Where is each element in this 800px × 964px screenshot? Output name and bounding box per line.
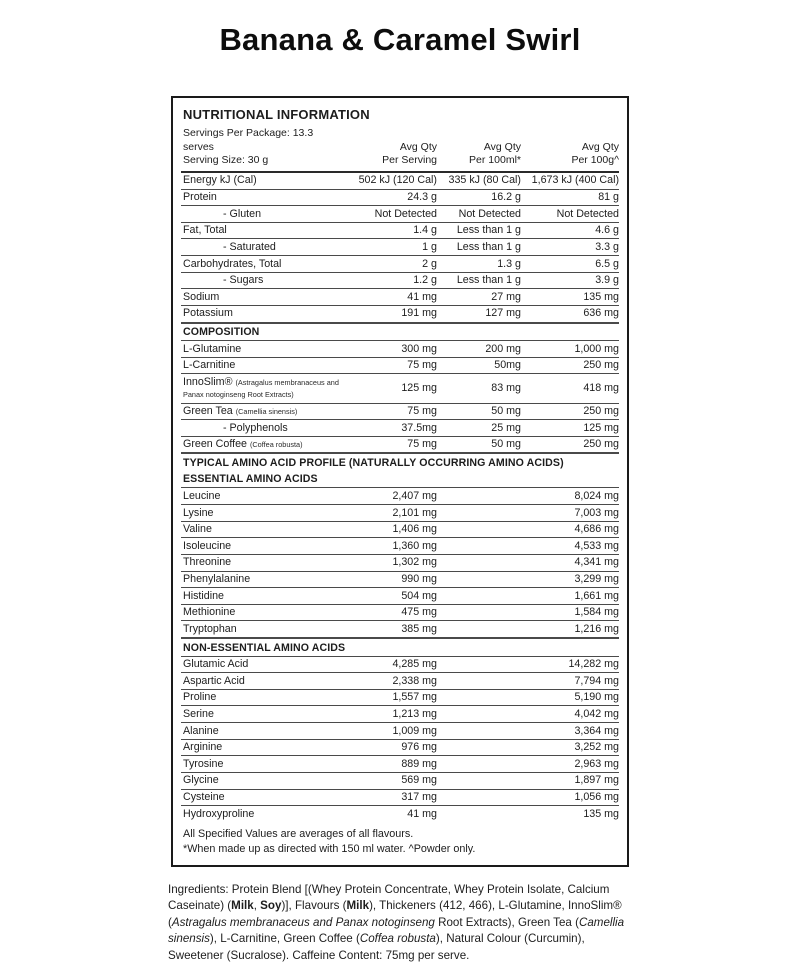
row-label: L-Glutamine (183, 342, 242, 355)
table-row (181, 723, 619, 740)
value-per-serving: 569 mg (401, 774, 437, 787)
ingredient-botanical-name: Coffea robusta (359, 932, 436, 946)
table-row (181, 740, 619, 757)
table-row (181, 306, 619, 323)
serving-size: Serving Size: 30 g (183, 154, 269, 167)
value-per-100g: 250 mg (583, 405, 619, 418)
row-label: - Sugars (223, 274, 264, 287)
value-per-100g: 4.6 g (595, 224, 619, 237)
panel-title: NUTRITIONAL INFORMATION (183, 107, 370, 122)
value-per-100g: 7,003 mg (574, 506, 619, 519)
column-header-row (181, 127, 619, 173)
value-per-100g: 636 mg (583, 307, 619, 320)
table-row (181, 289, 619, 306)
row-label: Cysteine (183, 791, 225, 804)
row-label: Alanine (183, 724, 219, 737)
footnote-preparation: *When made up as directed with 150 ml water. ^Powder only. (183, 842, 476, 855)
row-label: Aspartic Acid (183, 674, 245, 687)
table-row (181, 555, 619, 572)
ingredient-botanical-name: Camellia sinensis (168, 915, 625, 946)
value-per-serving: 300 mg (401, 342, 437, 355)
table-row (181, 190, 619, 207)
ingredient-allergen: Soy (260, 899, 282, 913)
servings-info (183, 127, 345, 168)
value-per-serving: 4,285 mg (392, 658, 437, 671)
value-per-serving: 1,557 mg (392, 691, 437, 704)
section-header-essential-amino-acids: ESSENTIAL AMINO ACIDS (181, 471, 619, 489)
section-header-amino-profile-title: TYPICAL AMINO ACID PROFILE (NATURALLY OCCURRING AMINO ACIDS) (181, 453, 619, 471)
value-per-serving: 1,360 mg (392, 539, 437, 552)
value-per-serving: 889 mg (401, 757, 437, 770)
product-title: Banana & Caramel Swirl (219, 22, 581, 57)
value-per-100g: 1,216 mg (574, 622, 619, 635)
value-per-100g: 7,794 mg (574, 674, 619, 687)
table-row (181, 621, 619, 638)
table-row (181, 538, 619, 555)
value-per-serving: 24.3 g (407, 191, 437, 204)
ingredient-text: ), Thickeners (412, 466), L-Glutamine, InnoSlim® ( (168, 899, 622, 929)
ingredient-text: Root Extracts), Green Tea ( (434, 915, 579, 929)
nutrition-panel (171, 96, 629, 867)
value-per-100g: 3,299 mg (574, 573, 619, 586)
value-per-100ml: 50mg (494, 359, 521, 372)
row-label-botanical-note: (Coffea robusta) (249, 440, 303, 450)
row-label: - Gluten (223, 207, 262, 220)
value-per-100ml: Not Detected (458, 207, 521, 220)
row-label: Fat, Total (183, 224, 227, 237)
row-label: Lysine (183, 506, 214, 519)
value-per-100ml: Less than 1 g (456, 224, 521, 237)
table-sections (181, 173, 619, 822)
row-label: Carbohydrates, Total (183, 257, 282, 270)
table-row (181, 773, 619, 790)
row-label: Green Coffee (Coffea robusta) (183, 438, 303, 451)
table-row (181, 358, 619, 375)
table-row (181, 605, 619, 622)
table-row (181, 756, 619, 773)
row-label: Sodium (183, 290, 220, 303)
value-per-serving: 1,406 mg (392, 523, 437, 536)
value-per-serving: Not Detected (374, 207, 437, 220)
table-row (181, 437, 619, 454)
table-row (181, 273, 619, 290)
row-label: InnoSlim® (Astragalus membranaceus and Panax notoginseng Root Extracts) (183, 375, 339, 400)
value-per-serving: 2,101 mg (392, 506, 437, 519)
ingredient-text: )], Flavours ( (281, 899, 347, 913)
value-per-serving: 502 kJ (120 Cal) (358, 174, 437, 187)
row-label: Glutamic Acid (183, 658, 249, 671)
value-per-100g: 250 mg (583, 438, 619, 451)
value-per-100ml: 16.2 g (491, 191, 521, 204)
value-per-100g: 1,000 mg (574, 342, 619, 355)
table-row (181, 690, 619, 707)
ingredients-paragraph (168, 882, 632, 964)
footnote-averages: All Specified Values are averages of all flavours. (183, 827, 414, 840)
section-header-composition: COMPOSITION (181, 323, 619, 342)
value-per-serving: 1,213 mg (392, 707, 437, 720)
row-label: Threonine (183, 556, 232, 569)
value-per-100ml: 127 mg (485, 307, 521, 320)
table-row (181, 657, 619, 674)
value-per-serving: 2,407 mg (392, 489, 437, 502)
value-per-100g: 6.5 g (595, 257, 619, 270)
value-per-serving: 475 mg (401, 606, 437, 619)
value-per-100g: 4,686 mg (574, 523, 619, 536)
value-per-serving: 976 mg (401, 741, 437, 754)
value-per-100g: 4,042 mg (574, 707, 619, 720)
ingredient-text: ), L-Carnitine, Green Coffee ( (209, 932, 360, 946)
row-label: Green Tea (Camellia sinensis) (183, 405, 298, 418)
servings-per-package: Servings Per Package: 13.3 serves (183, 127, 314, 153)
value-per-serving: 41 mg (407, 807, 437, 820)
row-label: Isoleucine (183, 539, 232, 552)
value-per-serving: 125 mg (401, 382, 437, 395)
value-per-100g: 135 mg (583, 807, 619, 820)
value-per-serving: 1.2 g (413, 274, 437, 287)
value-per-serving: 1.4 g (413, 224, 437, 237)
value-per-serving: 1,009 mg (392, 724, 437, 737)
ingredient-botanical-name: Astragalus membranaceus and Panax notoginseng (171, 915, 435, 929)
row-label: - Polyphenols (223, 421, 288, 434)
value-per-serving: 75 mg (407, 405, 437, 418)
value-per-100g: 1,673 kJ (400 Cal) (531, 174, 619, 187)
row-label: Tryptophan (183, 622, 237, 635)
ingredient-text: ), Natural Colour (Curcumin), Sweetener (Sucralose). Caffeine Content: 75mg per serve. (168, 932, 585, 962)
table-row (181, 790, 619, 807)
row-label: Energy kJ (Cal) (183, 174, 257, 187)
row-label: Protein (183, 191, 217, 204)
value-per-100ml: 1.3 g (497, 257, 521, 270)
value-per-100ml: 83 mg (491, 382, 521, 395)
value-per-serving: 2 g (422, 257, 437, 270)
value-per-serving: 1 g (422, 240, 437, 253)
table-row (181, 706, 619, 723)
value-per-100g: 1,584 mg (574, 606, 619, 619)
value-per-serving: 504 mg (401, 589, 437, 602)
row-label: Proline (183, 691, 217, 704)
value-per-100g: 3,252 mg (574, 741, 619, 754)
value-per-100g: 250 mg (583, 359, 619, 372)
value-per-serving: 2,338 mg (392, 674, 437, 687)
table-row (181, 223, 619, 240)
ingredient-allergen: Milk (231, 899, 254, 913)
row-label: Valine (183, 523, 212, 536)
value-per-100g: 1,056 mg (574, 791, 619, 804)
value-per-100g: 3,364 mg (574, 724, 619, 737)
table-row (181, 505, 619, 522)
row-label: Histidine (183, 589, 224, 602)
table-row (181, 404, 619, 421)
value-per-100ml: 200 mg (485, 342, 521, 355)
value-per-100g: 135 mg (583, 290, 619, 303)
row-label: - Saturated (223, 240, 276, 253)
value-per-100g: Not Detected (556, 207, 619, 220)
value-per-100ml: 335 kJ (80 Cal) (448, 174, 521, 187)
value-per-serving: 990 mg (401, 573, 437, 586)
value-per-100ml: Less than 1 g (456, 240, 521, 253)
row-label-botanical-note: (Camellia sinensis) (235, 407, 298, 417)
table-row (181, 341, 619, 358)
section-header-non-essential-amino-acids: NON-ESSENTIAL AMINO ACIDS (181, 638, 619, 657)
value-per-serving: 191 mg (401, 307, 437, 320)
value-per-serving: 1,302 mg (392, 556, 437, 569)
value-per-serving: 41 mg (407, 290, 437, 303)
table-row (181, 572, 619, 589)
value-per-100ml: 25 mg (491, 421, 521, 434)
ingredient-text: Ingredients: Protein Blend [(Whey Protein Concentrate, Whey Protein Isolate, Calcium Caseinate) ( (168, 883, 610, 913)
value-per-100g: 14,282 mg (568, 658, 619, 671)
value-per-serving: 317 mg (401, 791, 437, 804)
ingredient-allergen: Milk (346, 899, 370, 913)
row-label-botanical-note: (Astragalus membranaceus and Panax notoginseng Root Extracts) (183, 377, 339, 400)
footnotes (181, 822, 619, 857)
ingredient-text: , (253, 899, 261, 913)
value-per-100g: 3.3 g (595, 240, 619, 253)
row-label: Hydroxyproline (183, 807, 255, 820)
value-per-100g: 5,190 mg (574, 691, 619, 704)
value-per-100ml: 50 mg (491, 438, 521, 451)
column-header-per-100g: Avg Qty Per 100g^ (571, 140, 619, 167)
value-per-serving: 75 mg (407, 438, 437, 451)
value-per-100g: 2,963 mg (574, 757, 619, 770)
row-label: Serine (183, 707, 214, 720)
table-row (181, 488, 619, 505)
row-label: Potassium (183, 307, 233, 320)
table-row (181, 173, 619, 190)
row-label: L-Carnitine (183, 359, 236, 372)
value-per-serving: 385 mg (401, 622, 437, 635)
table-row (181, 256, 619, 273)
value-per-serving: 75 mg (407, 359, 437, 372)
value-per-100ml: 50 mg (491, 405, 521, 418)
value-per-100g: 81 g (598, 191, 619, 204)
table-row (181, 239, 619, 256)
row-label: Phenylalanine (183, 573, 251, 586)
value-per-100g: 1,661 mg (574, 589, 619, 602)
row-label: Leucine (183, 489, 221, 502)
value-per-100g: 418 mg (583, 382, 619, 395)
row-label: Tyrosine (183, 757, 224, 770)
row-label: Arginine (183, 741, 223, 754)
column-header-per-serving: Avg Qty Per Serving (382, 140, 437, 167)
table-row (181, 522, 619, 539)
table-row (181, 420, 619, 437)
value-per-100g: 4,533 mg (574, 539, 619, 552)
value-per-100ml: Less than 1 g (456, 274, 521, 287)
table-row (181, 806, 619, 822)
value-per-100g: 3.9 g (595, 274, 619, 287)
value-per-100g: 1,897 mg (574, 774, 619, 787)
table-row (181, 374, 619, 403)
value-per-100ml: 27 mg (491, 290, 521, 303)
row-label: Methionine (183, 606, 236, 619)
value-per-100g: 4,341 mg (574, 556, 619, 569)
column-header-per-100ml: Avg Qty Per 100ml* (469, 140, 521, 167)
table-row (181, 673, 619, 690)
table-row (181, 588, 619, 605)
value-per-serving: 37.5mg (401, 421, 437, 434)
table-row (181, 206, 619, 223)
value-per-100g: 8,024 mg (574, 489, 619, 502)
row-label: Glycine (183, 774, 219, 787)
value-per-100g: 125 mg (583, 421, 619, 434)
